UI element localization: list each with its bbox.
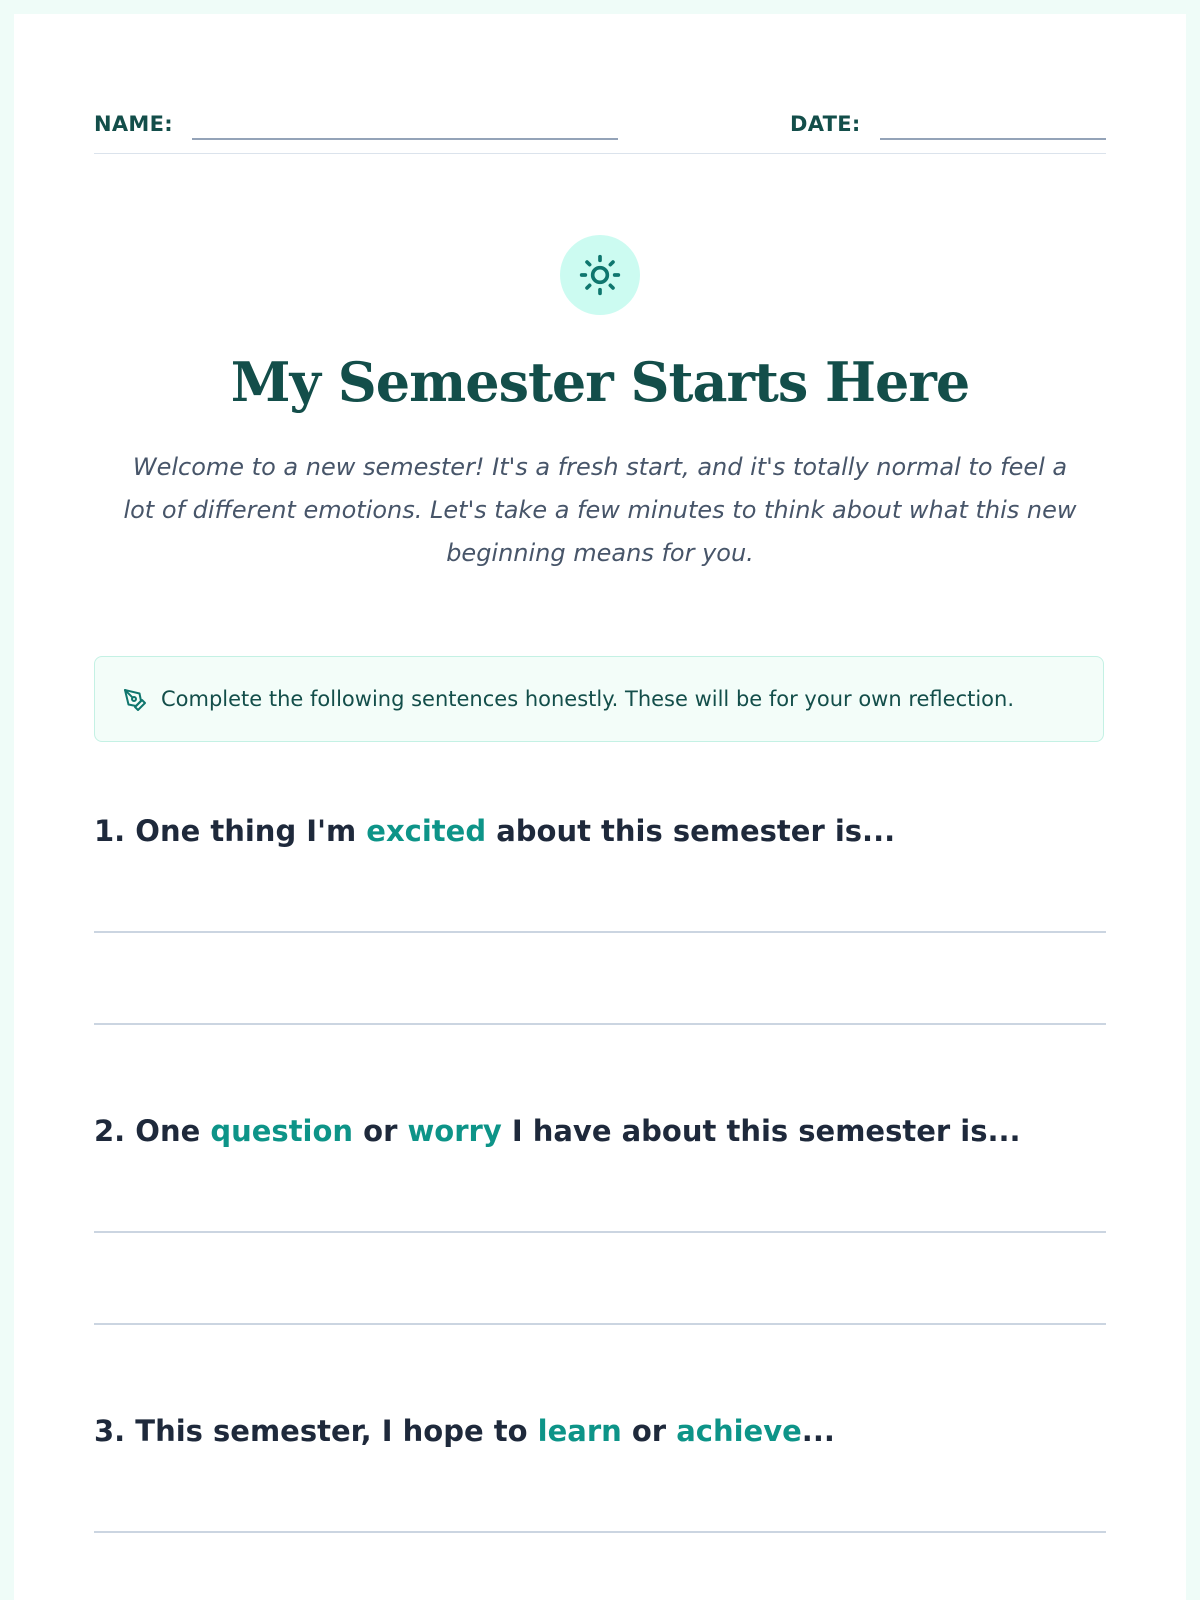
instructions-text: Complete the following sentences honestly. These will be for your own reflection. bbox=[161, 687, 1015, 711]
instructions-box bbox=[94, 656, 1104, 742]
question-text-part: 2. One bbox=[94, 1114, 211, 1148]
page-title: My Semester Starts Here bbox=[230, 350, 970, 414]
answer-line-1b[interactable] bbox=[94, 1023, 1106, 1025]
question-text-part: ... bbox=[801, 1414, 835, 1448]
keyword-highlight: excited bbox=[366, 814, 487, 848]
question-text-part: about this semester is... bbox=[486, 814, 896, 848]
pen-tool-icon bbox=[123, 688, 147, 712]
question-text-part: or bbox=[621, 1414, 677, 1448]
keyword-highlight: learn bbox=[537, 1414, 622, 1448]
keyword-highlight: question bbox=[210, 1114, 354, 1148]
question-text-part: 1. One thing I'm bbox=[94, 814, 367, 848]
question-text-part: or bbox=[353, 1114, 408, 1148]
name-date-header bbox=[94, 96, 1106, 140]
worksheet-page bbox=[14, 14, 1186, 1600]
question-2-prompt bbox=[94, 1114, 1021, 1148]
answer-line-2b[interactable] bbox=[94, 1323, 1106, 1325]
intro-paragraph: Welcome to a new semester! It's a fresh start, and it's totally normal to feel a lot of different emotions. Let's take a few minutes to think about what this new beginning means for you. bbox=[123, 453, 1077, 567]
name-field-line[interactable] bbox=[192, 138, 618, 140]
keyword-highlight: worry bbox=[407, 1114, 502, 1148]
name-label: NAME: bbox=[94, 112, 173, 136]
sun-badge bbox=[560, 235, 640, 315]
date-label: DATE: bbox=[790, 112, 861, 136]
question-text-part: I have about this semester is... bbox=[501, 1114, 1021, 1148]
answer-line-2a[interactable] bbox=[94, 1231, 1106, 1233]
header-divider bbox=[94, 153, 1106, 154]
question-text-part: 3. This semester, I hope to bbox=[94, 1414, 538, 1448]
answer-line-1a[interactable] bbox=[94, 931, 1106, 933]
keyword-highlight: achieve bbox=[676, 1414, 802, 1448]
date-field-line[interactable] bbox=[880, 138, 1106, 140]
sun-icon bbox=[578, 253, 622, 297]
answer-line-3a[interactable] bbox=[94, 1531, 1106, 1533]
question-1-prompt bbox=[94, 814, 895, 848]
question-3-prompt bbox=[94, 1414, 835, 1448]
